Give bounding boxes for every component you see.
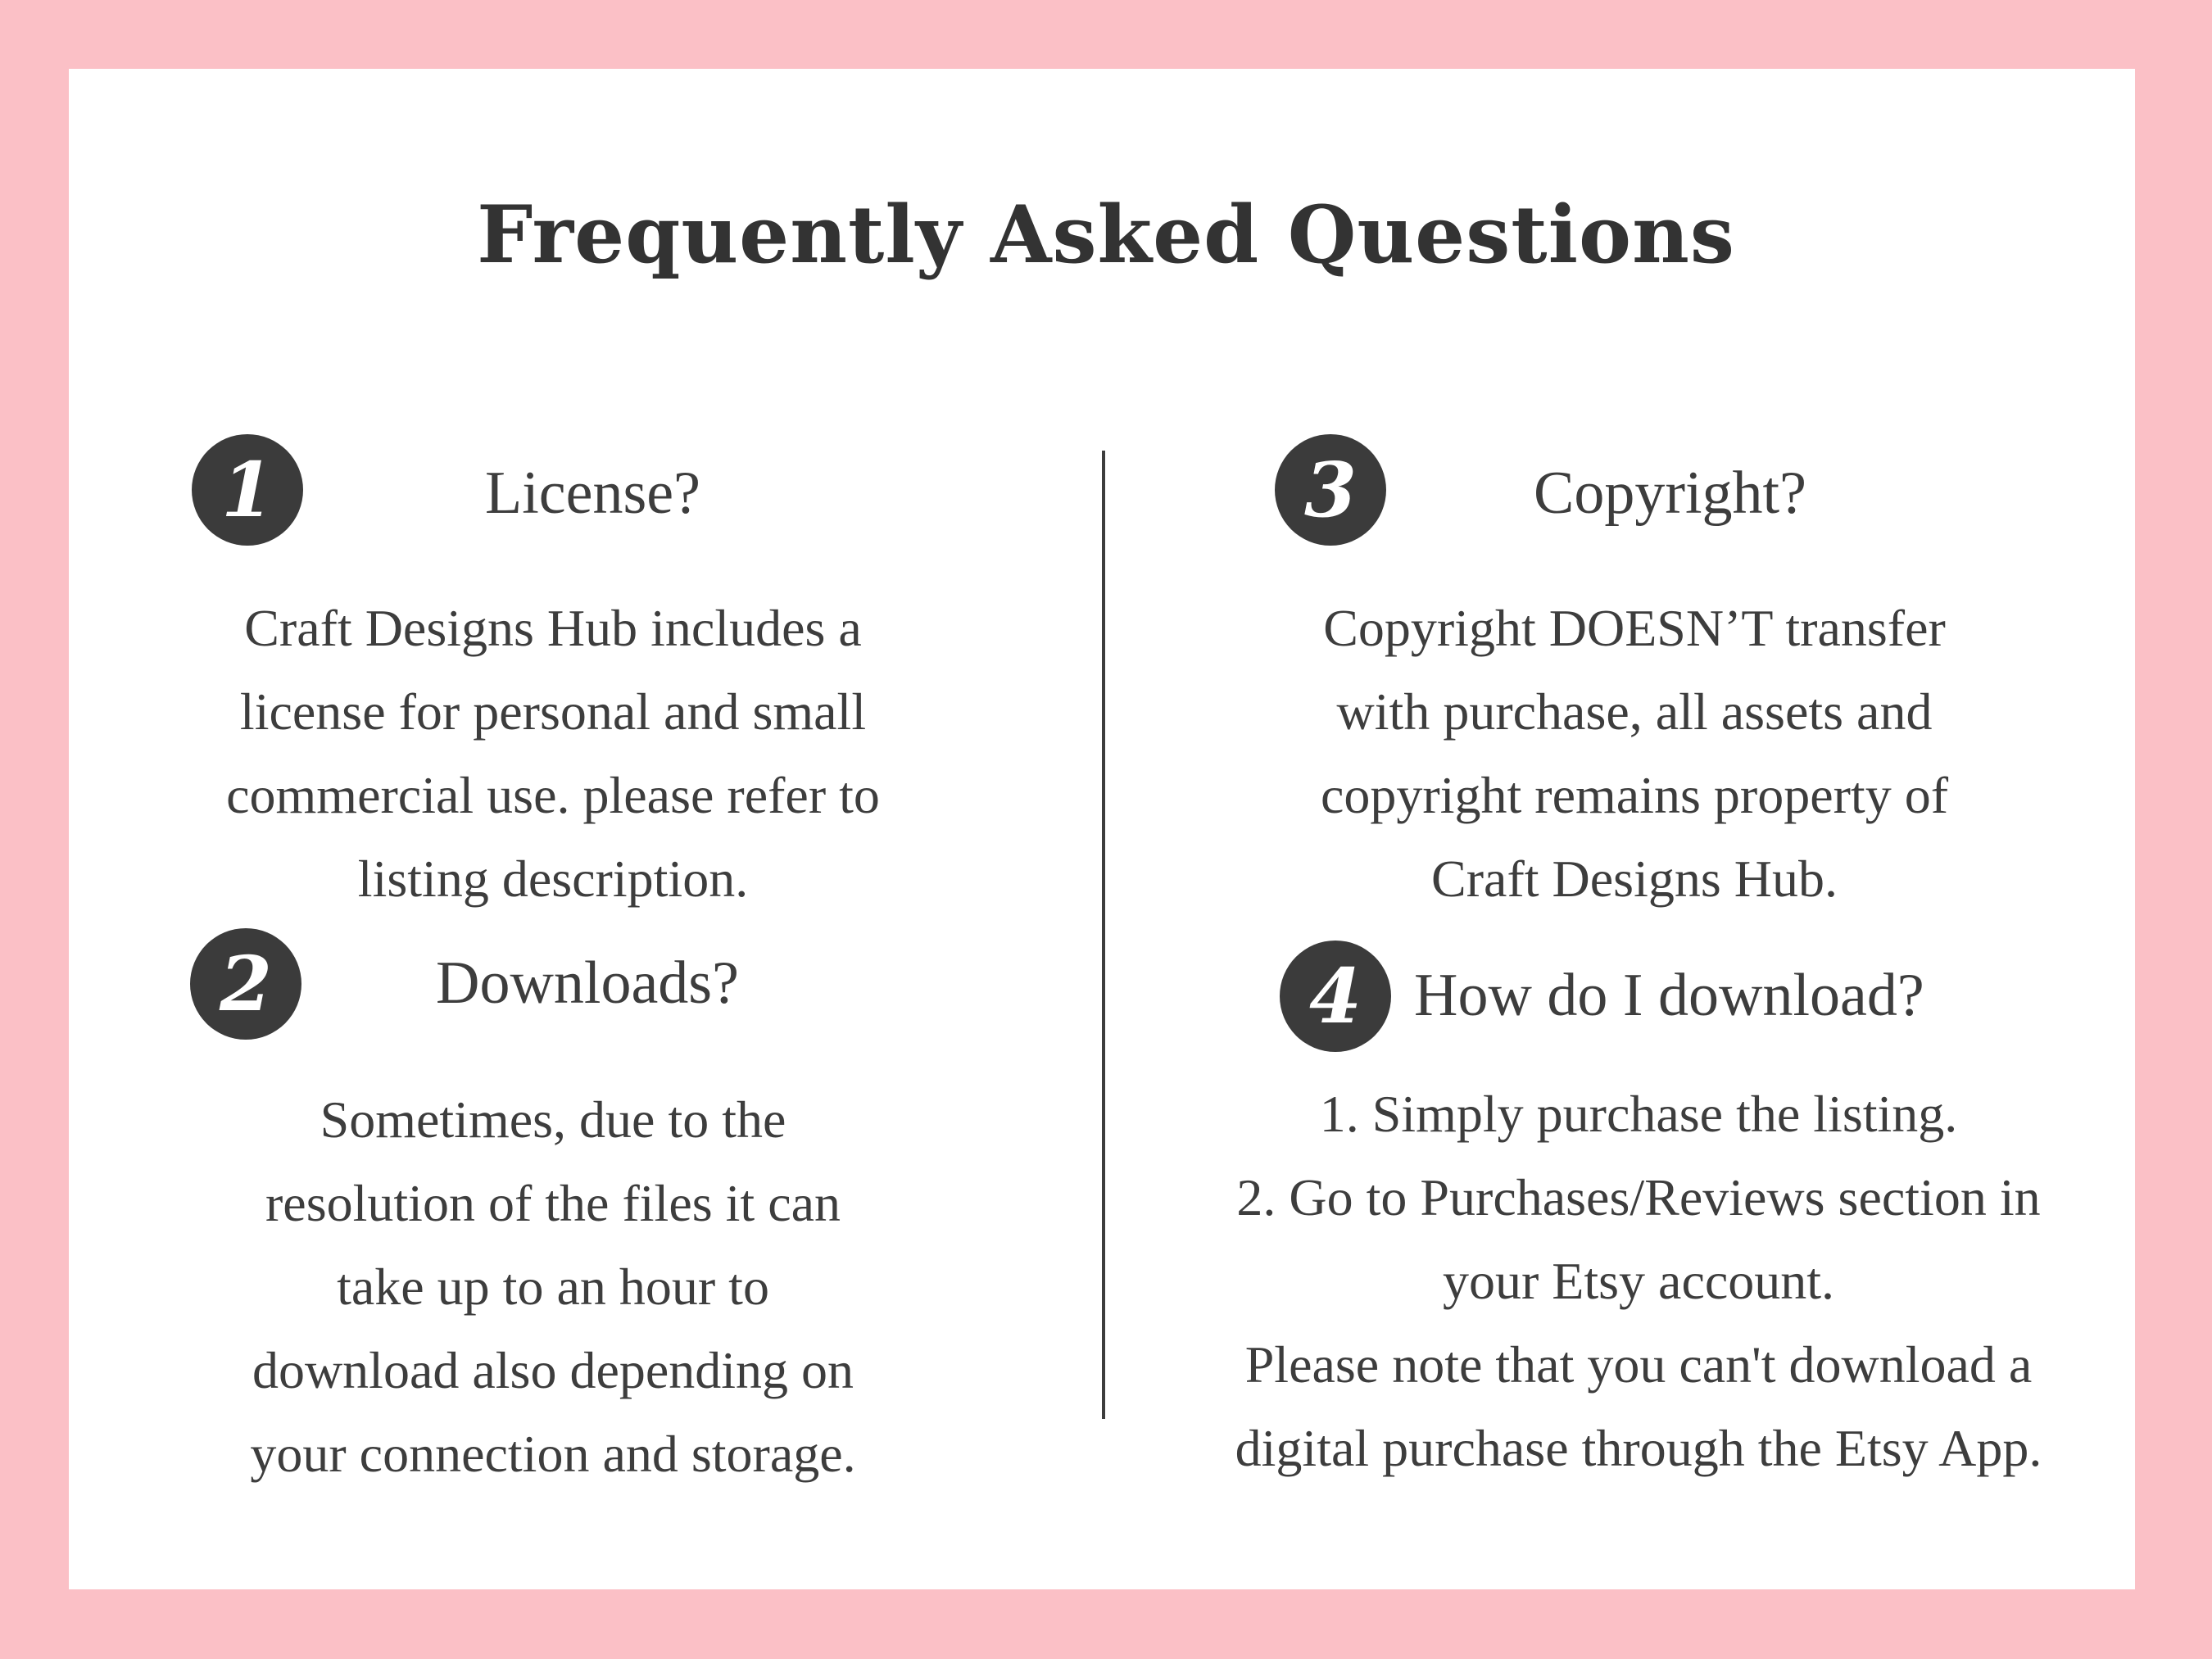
question-heading-license: License? (485, 460, 700, 527)
answer-line: license for personal and small (239, 682, 867, 741)
answer-line: commercial use. please refer to (226, 766, 880, 824)
number-badge-2: 2 (190, 928, 301, 1040)
answer-line: 2. Go to Purchases/Reviews section in (1236, 1168, 2041, 1226)
answer-line: your Etsy account. (1442, 1252, 1835, 1310)
answer-line: Please note that you can't download a (1244, 1335, 2033, 1394)
question-heading-how-to-download: How do I download? (1414, 962, 1924, 1029)
answer-line: digital purchase through the Etsy App. (1235, 1419, 2042, 1477)
answer-line: Copyright DOESN’T transfer (1323, 599, 1946, 657)
answer-line: Craft Designs Hub. (1431, 850, 1838, 908)
answer-line: with purchase, all assets and (1336, 682, 1933, 741)
answer-line: resolution of the files it can (265, 1174, 841, 1232)
answer-how-to-download (1155, 1072, 2122, 1490)
number-badge-4: 4 (1280, 941, 1391, 1052)
answer-downloads (131, 1078, 975, 1496)
answer-line: Craft Designs Hub includes a (244, 599, 862, 657)
answer-line: download also depending on (252, 1341, 854, 1399)
question-heading-downloads: Downloads? (436, 950, 739, 1017)
number-badge-1: 1 (192, 434, 303, 546)
answer-line: 1. Simply purchase the listing. (1319, 1085, 1958, 1143)
answer-line: copyright remains property of (1321, 766, 1948, 824)
number-badge-3: 3 (1275, 434, 1386, 546)
answer-copyright (1180, 587, 2089, 921)
answer-line: listing description. (357, 850, 749, 908)
question-heading-copyright: Copyright? (1534, 460, 1806, 527)
answer-license (131, 587, 975, 921)
answer-line: take up to an hour to (337, 1258, 769, 1316)
answer-line: Sometimes, due to the (320, 1090, 786, 1149)
page-title: Frequently Asked Questions (477, 188, 1735, 281)
answer-line: your connection and storage. (250, 1425, 856, 1483)
column-divider (1102, 451, 1105, 1419)
